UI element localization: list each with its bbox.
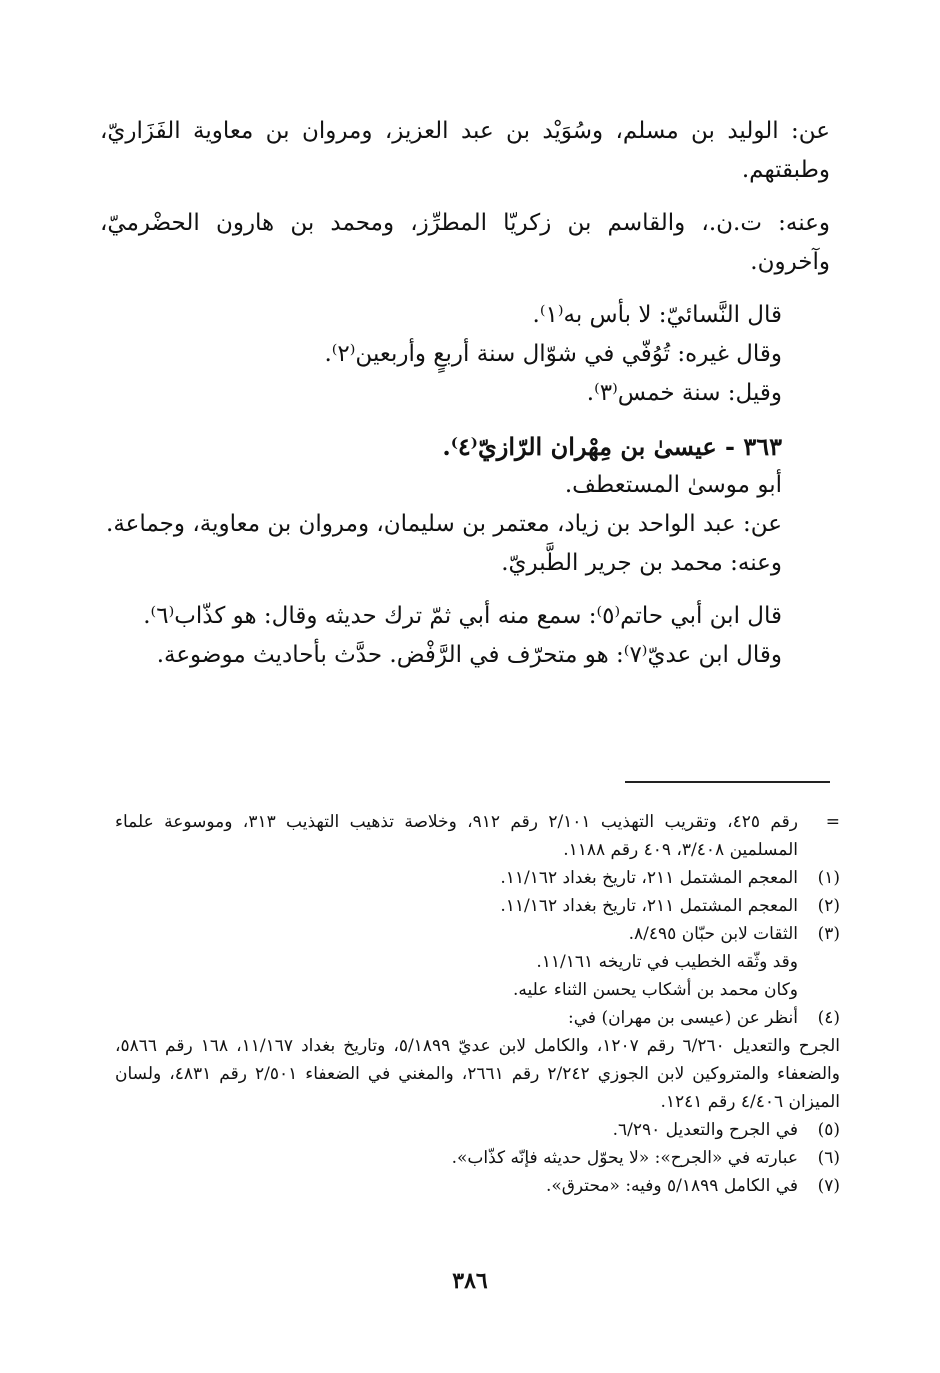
entry-kunya: أبو موسىٰ المستعطف. [564,472,782,498]
footnote-text: عبارته في «الجرح»: «لا يحوّل حديثه فإنّه كذّاب». [451,1148,798,1168]
footnote-marker: = [825,812,840,832]
footnote-number: (٦) [817,1148,840,1168]
page-number: ٣٨٦ [452,1268,488,1294]
footnote-text: الثقات لابن حبّان ٨/٤٩٥. [628,924,798,944]
entry-narrated-from: عن: عبد الواحد بن زياد، معتمر بن سليمان، ومروان بن معاوية، وجماعة. [106,511,782,537]
prev-entry-nasai-grading: قال النَّسائيّ: لا بأس به⁽١⁾. [532,302,782,328]
prev-entry-death-date: وقال غيره: تُوُفّي في شوّال سنة أربعٍ وأربعين⁽٢⁾. [324,341,782,367]
footnote-number: (٥) [817,1120,840,1140]
footnote-4-references: الجرح والتعديل ٦/٢٦٠ رقم ١٢٠٧، والكامل لابن عديّ ٥/١٨٩٩، وتاريخ بغداد ١١/١٦٧، ١٦٨ رقم ٥٨٦٦، والضعفاء والمتروكين لابن الجوزي ٢/٢٤٢ رقم ٢٦٦١، والمغني في الضعفاء ٢/٥٠١ رقم ٤٨٣١، ولسان الميزان ٤/٤٠٦ رقم ١٢٤١. [115,1036,840,1112]
footnote-5 [115,1116,840,1144]
footnote-3 [115,920,840,948]
prev-entry-narrators: وعنه: ت.ن.، والقاسم بن زكريّا المطرِّز، ومحمد بن هارون الحضْرميّ، وآخرون. [100,210,830,275]
footnote-6 [115,1144,840,1172]
main-text [100,112,830,675]
footnotes [115,808,840,1200]
footnote-text: المعجم المشتمل ٢١١، تاريخ بغداد ١١/١٦٢. [500,868,798,888]
footnote-number: (١) [817,868,840,888]
footnote-7 [115,1172,840,1200]
footnote-text: في الكامل ٥/١٨٩٩ وفيه: «محترق». [545,1176,798,1196]
prev-entry-narrated-from: عن: الوليد بن مسلم، وسُوَيْد بن عبد العزيز، ومروان بن معاوية الفَزَاريّ، وطبقتهم. [100,118,830,183]
entry-heading: ٣٦٣ - عيسىٰ بن مِهْران الرّازيّ⁽٤⁾. [442,432,782,461]
entry-narrators: وعنه: محمد بن جرير الطَّبريّ. [501,550,782,576]
footnote-separator [625,781,830,783]
footnote-3-extra-line: وقد وثّقه الخطيب في تاريخه ١١/١٦١. [536,952,798,972]
footnote-number: (٧) [817,1176,840,1196]
footnote-number: (٣) [817,924,840,944]
footnote-number: (٤) [817,1008,840,1028]
footnote-3-extra-line: وكان محمد بن أشكاب يحسن الثناء عليه. [513,980,798,1000]
footnote-text: في الجرح والتعديل ٦/٢٩٠. [612,1120,798,1140]
footnote-1 [115,864,840,892]
prev-entry-alt-death-date: وقيل: سنة خمس⁽٣⁾. [586,380,782,406]
footnote-2 [115,892,840,920]
footnote-text: أنظر عن (عيسى بن مهران) في: [568,1008,798,1028]
footnote-text: رقم ٤٢٥، وتقريب التهذيب ٢/١٠١ رقم ٩١٢، وخلاصة تذهيب التهذيب ٣١٣، وموسوعة علماء المسلمين ٣/٤٠٨، ٤٠٩ رقم ١١٨٨. [115,812,799,860]
footnote-4 [115,1004,840,1032]
footnote-number: (٢) [817,896,840,916]
entry-ibn-abi-hatim: قال ابن أبي حاتم⁽٥⁾: سمع منه أبي ثمّ ترك حديثه وقال: هو كذّاب⁽٦⁾. [143,603,782,629]
footnote-text: المعجم المشتمل ٢١١، تاريخ بغداد ١١/١٦٢. [500,896,798,916]
entry-ibn-adi: وقال ابن عديّ⁽٧⁾: هو متحرّف في الرَّفْض. حدَّث بأحاديث موضوعة. [156,642,782,668]
footnote-continuation [115,808,840,864]
